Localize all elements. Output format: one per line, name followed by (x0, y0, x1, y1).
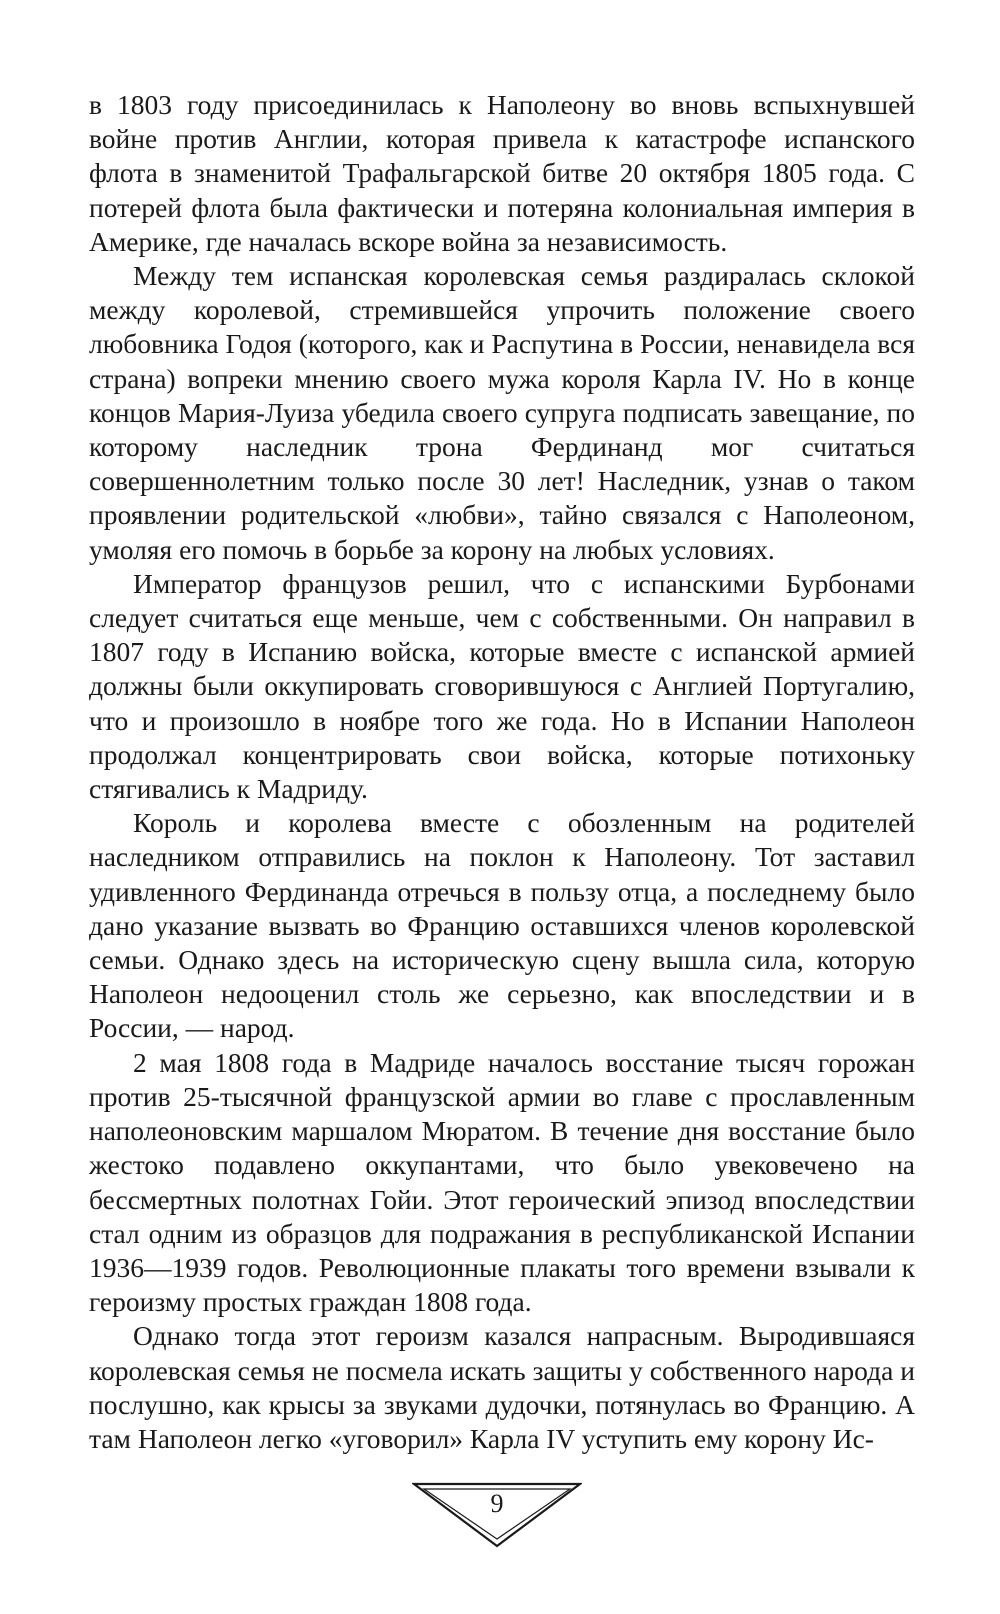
page-number: 9 (490, 1489, 504, 1518)
paragraph-6: Однако тогда этот героизм казался напрасным. Выродившаяся королевская семья не посмела искать защиты у собственного народа и послушно, как крысы за звуками дудочки, потянулась во Францию. А там Наполеон легко «уговорил» Карла IV уступить ему корону Ис- (89, 1320, 915, 1454)
paragraph-3: Император французов решил, что с испанскими Бурбонами следует считаться еще меньше, чем с собственными. Он направил в 1807 году в Испанию войска, которые вместе с испанской армией должны были оккупировать сговорившуюся с Англией Португалию, что и произошло в ноябре того же года. Но в Испании Наполеон продолжал концентрировать свои войска, которые потихоньку стягивались к Мадриду. (89, 567, 915, 805)
paragraph-2: Между тем испанская королевская семья раздиралась склокой между королевой, стремившейся упрочить положение своего любовника Годоя (которого, как и Распутина в России, ненавидела вся страна) вопреки мнению своего мужа короля Карла IV. Но в конце концов Мария-Луиза убедила своего супруга подписать завещание, по которому наследник трона Фердинанд мог считаться совершеннолетним только после 30 лет! Наследник, узнав о таком проявлении родительской «любви», тайно связался с Наполеоном, умоляя его помочь в борьбе за корону на любых условиях. (89, 260, 915, 565)
paragraph-5: 2 мая 1808 года в Мадриде началось восстание тысяч горожан против 25-тысячной французской армии во главе с прославленным наполеоновским маршалом Мюратом. В течение дня восстание было жестоко подавлено оккупантами, что было увековечено на бессмертных полотнах Гойи. Этот героический эпизод впоследствии стал одним из образцов для подражания в республиканской Испании 1936—1939 годов. Революционные плакаты того времени взывали к героизму простых граждан 1808 года. (89, 1046, 915, 1318)
paragraph-4: Король и королева вместе с обозленным на родителей наследником отправились на поклон к Наполеону. Тот заставил удивленного Фердинанда отречься в пользу отца, а последнему было дано указание вызвать во Францию оставшихся членов королевской семьи. Однако здесь на историческую сцену вышла сила, которую Наполеон недооценил столь же серьезно, как впоследствии и в России, — народ. (89, 807, 915, 1044)
paragraph-1: в 1803 году присоединилась к Наполеону во вновь вспыхнувшей войне против Англии, которая привела к катастрофе испанского флота в знаменитой Трафальгарской битве 20 октября 1805 года. С потерей флота была фактически и потеряна колониальная империя в Америке, где началась вскоре война за независимость. (89, 89, 915, 257)
page-text-column (89, 88, 915, 1456)
page-number-block (412, 1482, 582, 1550)
